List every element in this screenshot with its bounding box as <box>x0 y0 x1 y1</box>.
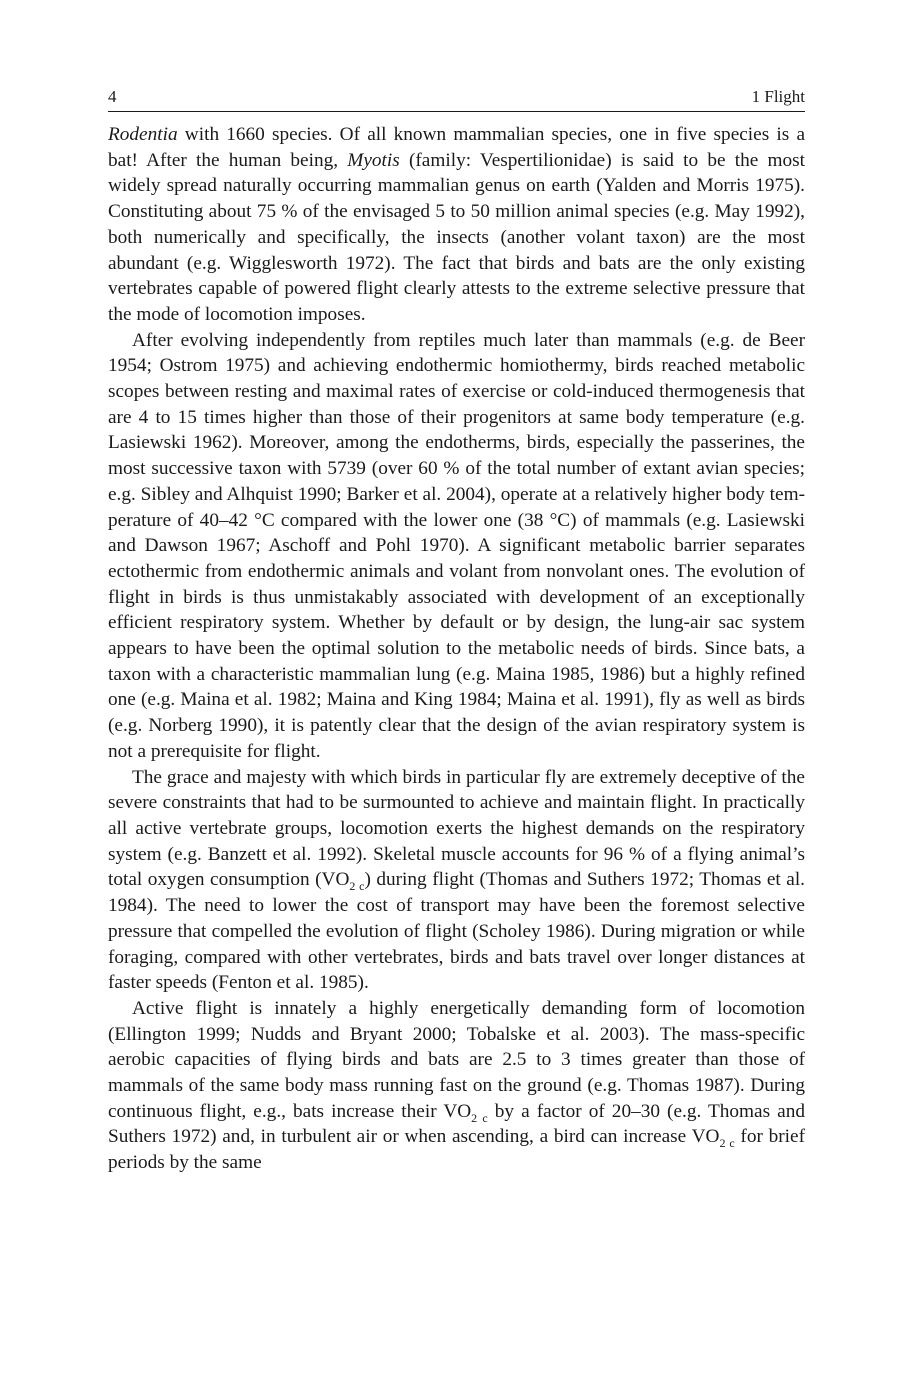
text-run: ) during flight (Thomas and Suthers 1972; Thomas et al. 1984). The need to lower the cost of transport may have been the foremost selective pressure that compelled the evolution of flight (Scholey 1986). During migration or while foraging, compared with other vertebrates, birds and bats travel over longer distances at faster speeds (Fenton et al. 1985). <box>108 869 806 994</box>
paragraph-4 <box>108 996 805 1176</box>
page-number: 4 <box>108 87 117 106</box>
text-run: (family: Vespertilionidae) is said to be the most widely spread naturally occurring mammalian genus on earth (Yalden and Morris 1975). Constituting about 75 % of the envisaged 5 to 50 million animal species (e.g. May 1992), both numerically and specifically, the insects (another volant taxon) are the most abundant (e.g. Wigglesworth 1972). The fact that birds and bats are the only existing vertebrates capable of powered flight clearly attests to the extreme selective pressure that the mode of locomotion imposes. <box>108 149 805 325</box>
italic-term: Myotis <box>347 149 400 171</box>
text-run: with 1660 species. Of all known mammalian species, one in five species is a bat! After the human being, <box>108 124 805 171</box>
paragraph-1 <box>108 122 805 328</box>
paragraph-2 <box>108 328 805 765</box>
subscript: 2 c <box>471 1110 488 1125</box>
text-run: The grace and majesty with which birds in particular fly are extremely deceptive of the severe constraints that had to be surmounted to achieve and maintain flight. In practically all active vertebrate groups, locomotion exerts the highest demands on the respiratory system (e.g. Banzett et al. 1992). Skeletal muscle accounts for 96 % of a flying animal’s total oxygen consumption (VO <box>108 766 805 891</box>
running-head <box>108 86 805 112</box>
chapter-title: 1 Flight <box>751 87 805 106</box>
subscript: 2 c <box>349 879 365 894</box>
italic-term: Rodentia <box>108 124 178 145</box>
body-text <box>108 122 805 1176</box>
page <box>108 86 805 1176</box>
paragraph-3 <box>108 765 805 996</box>
text-run: by a factor of 20–30 (e.g. Thomas and Suthers 1972) and, in turbulent air or when ascending, a bird can increase VO <box>108 1100 805 1148</box>
text-run: for brief periods by the same <box>108 1126 805 1174</box>
text-run: After evolving independently from reptiles much later than mammals (e.g. de Beer 1954; Ostrom 1975) and achieving endothermic homiothermy, birds reached metabolic scopes between resting and maximal rates of exercise or cold-induced thermogenesis that are 4 to 15 times higher than those of their progenitors at same body temperature (e.g. Lasiewski 1962). Moreover, among the endotherms, birds, especially the passerines, the most successive taxon with 5739 (over 60 % of the total number of extant avian species; e.g. Sibley and Alhquist 1990; Barker et al. 2004), operate at a relatively higher body temperature of 40–42 °C compared with the lower one (38 °C) of mammals (e.g. Lasiewski and Dawson 1967; Aschoff and Pohl 1970). A significant metabolic barrier separates ectothermic from endothermic animals and volant from nonvolant ones. The evolution of flight in birds is thus unmistakably associated with development of an exceptionally efficient respiratory system. Whether by default or by design, the lung-air sac system appears to have been the optimal solution to the metabolic needs of birds. Since bats, a taxon with a characteristic mammalian lung (e.g. Maina 1985, 1986) but a highly refined one (e.g. Maina et al. 1982; Maina and King 1984; Maina et al. 1991), fly as well as birds (e.g. Norberg 1990), it is patently clear that the design of the avian respiratory system is not a prerequisite for flight. <box>108 329 805 762</box>
text-run: Active flight is innately a highly energetically demanding form of locomotion (Ellington 1999; Nudds and Bryant 2000; Tobalske et al. 2003). The mass-specific aerobic capacities of flying birds and bats are 2.5 to 3 times greater than those of mammals of the same body mass running fast on the ground (e.g. Thomas 1987). During continuous flight, e.g., bats increase their VO <box>108 997 805 1122</box>
subscript: 2 c <box>719 1136 735 1151</box>
